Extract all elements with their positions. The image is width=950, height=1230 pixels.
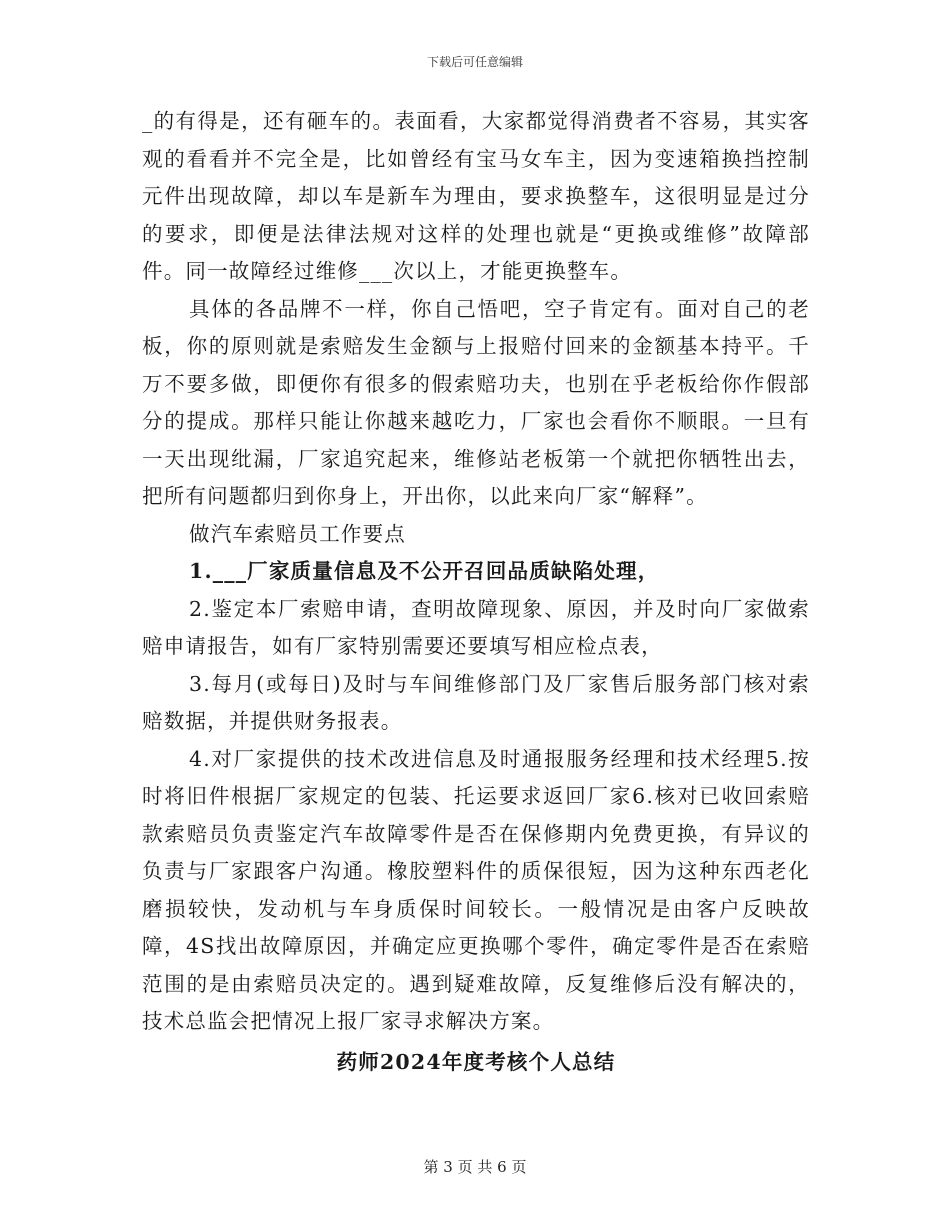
document-heading: 药师2024年度考核个人总结: [336, 1049, 616, 1074]
paragraph-1: _的有得是，还有砸车的。表面看，大家都觉得消费者不容易，其实客观的看看并不完全是，比如曾经有宝马女车主，因为变速箱换挡控制元件出现故障，却以车是新车为理由，要求换整车，这很明显是过分的要求，即便是法律法规对这样的处理也就是“更换或维修”故障部件。同一故障经过维修___次以上，才能更换整车。: [142, 109, 810, 283]
list-item-3: 3.每月(或每日)及时与车间维修部门及厂家售后服务部门核对索赔数据，并提供财务报表。: [142, 671, 810, 733]
list-item-2: 2.鉴定本厂索赔申请，查明故障现象、原因，并及时向厂家做索赔申请报告，如有厂家特别需要还要填写相应检点表，: [142, 596, 810, 658]
paragraph-2: 具体的各品牌不一样，你自己悟吧，空子肯定有。面对自己的老板，你的原则就是索赔发生金额与上报赔付回来的金额基本持平。千万不要多做，即便你有很多的假索赔功夫，也别在乎老板给你作假部分的提成。那样只能让你越来越吃力，厂家也会看你不顺眼。一旦有一天出现纰漏，厂家追究起来，维修站老板第一个就把你牺牲出去，把所有问题都归到你身上，开出你，以此来向厂家“解释”。: [142, 296, 810, 508]
page-number: 第 3 页 共 6 页: [423, 1158, 527, 1176]
document-body: [142, 103, 810, 1081]
page-header-note: 下载后可任意编辑: [426, 55, 523, 69]
list-item-1: 1.___厂家质量信息及不公开召回品质缺陷处理，: [189, 559, 660, 583]
list-item-4: 4.对厂家提供的技术改进信息及时通报服务经理和技术经理5.按时将旧件根据厂家规定的包装、托运要求返回厂家6.核对已收回索赔款索赔员负责鉴定汽车故障零件是否在保修期内免费更换，有异议的负责与厂家跟客户沟通。橡胶塑料件的质保很短，因为这种东西老化磨损较快，发动机与车身质保时间较长。一般情况是由客户反映故障，4S找出故障原因，并确定应更换哪个零件，确定零件是否在索赔范围的是由索赔员决定的。遇到疑难故障，反复维修后没有解决的，技术总监会把情况上报厂家寻求解决方案。: [142, 746, 810, 1033]
section-title-claim-points: 做汽车索赔员工作要点: [189, 521, 406, 546]
